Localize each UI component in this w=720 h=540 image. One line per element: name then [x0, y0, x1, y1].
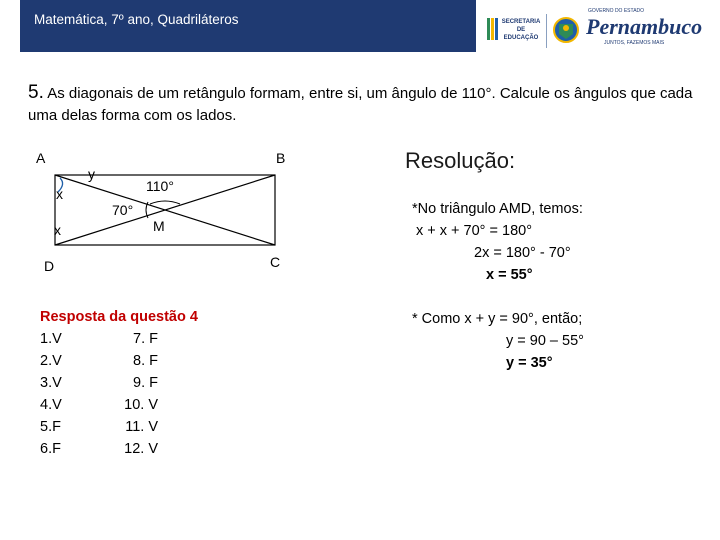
answers-block [40, 306, 198, 460]
slogan-text: JUNTOS, FAZEMOS MAIS [604, 40, 665, 46]
state-seal-icon [552, 14, 580, 46]
list-item: 5.F 11. V [40, 419, 158, 435]
center-m-label: M [153, 218, 165, 234]
resolution-line-1: *No triângulo AMD, temos: [412, 201, 583, 217]
question-number: 5. [28, 82, 44, 103]
logos [486, 6, 716, 52]
resolution-line-7: y = 35° [506, 355, 553, 371]
angle-110-label: 110° [146, 178, 174, 194]
angle-x-label-bottom: x [54, 222, 61, 238]
secretaria-logo-text: SECRETARIA DE EDUCAÇÃO [501, 19, 541, 41]
page-title: Matemática, 7º ano, Quadriláteros [34, 12, 239, 27]
vertex-b-label: B [276, 150, 286, 166]
list-item: 3.V 9. F [40, 375, 158, 391]
resolution-title: Resolução: [405, 148, 516, 173]
list-item: 6.F 12. V [40, 441, 158, 457]
vertex-a-label: A [36, 150, 46, 166]
list-item: 1.V 7. F [40, 331, 158, 347]
list-item: 2.V 8. F [40, 353, 158, 369]
angle-x-label-top: x [56, 186, 63, 202]
angle-arc-110 [150, 201, 180, 204]
logo-divider [546, 14, 547, 48]
vertex-c-label: C [270, 254, 281, 270]
resolution-block [405, 148, 515, 174]
resolution-line-2: x + x + 70° = 180° [416, 223, 532, 239]
title-bar [20, 0, 476, 52]
state-logo-text: Pernambuco [586, 14, 703, 39]
question [28, 82, 698, 127]
resolution-line-3: 2x = 180° - 70° [474, 245, 571, 261]
resolution-line-4: x = 55° [486, 267, 533, 283]
question-text: As diagonais de um retângulo formam, entre si, um ângulo de 110°. Calcule os ângulos que cada uma delas forma com os lados. [28, 85, 693, 124]
vertex-d-label: D [44, 258, 55, 274]
answers-heading: Resposta da questão 4 [40, 309, 198, 325]
governo-text: GOVERNO DO ESTADO [588, 8, 645, 14]
angle-y-label: y [88, 166, 95, 182]
resolution-line-5: * Como x + y = 90°, então; [412, 311, 583, 327]
secretaria-icon [486, 16, 500, 42]
list-item: 4.V 10. V [40, 397, 158, 413]
angle-70-label: 70° [112, 202, 134, 218]
resolution-line-6: y = 90 – 55° [506, 333, 584, 349]
rectangle-figure [0, 140, 320, 280]
header [0, 0, 720, 58]
